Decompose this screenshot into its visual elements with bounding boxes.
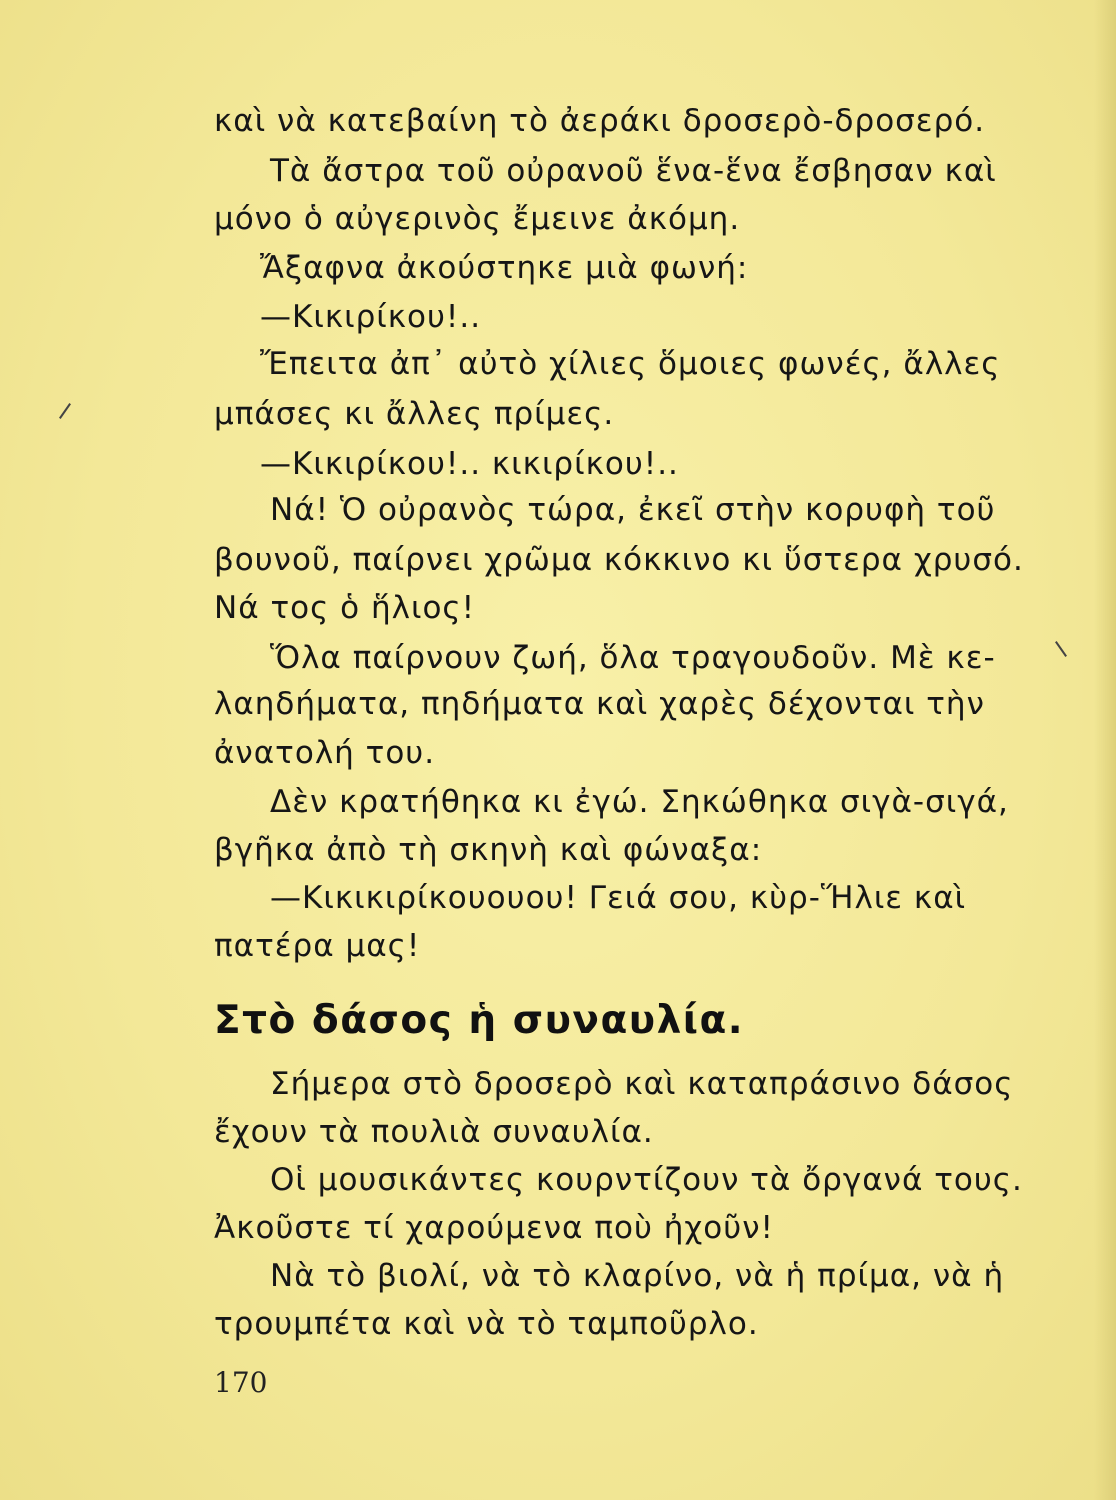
text-line: Τὰ ἄστρα τοῦ οὐρανοῦ ἕνα-ἕνα ἔσβησαν καὶ — [270, 153, 997, 189]
text-line: Δὲν κρατήθηκα κι ἐγώ. Σηκώθηκα σιγὰ-σιγά, — [270, 784, 1009, 820]
text-line: μπάσες κι ἄλλες πρίμες. — [214, 396, 615, 432]
text-line: Οἱ μουσικάντες κουρντίζουν τὰ ὄργανά τους. — [270, 1162, 1023, 1198]
text-line: μόνο ὁ αὐγερινὸς ἔμεινε ἀκόμη. — [214, 201, 741, 237]
text-line: ἔχουν τὰ πουλιὰ συναυλία. — [214, 1114, 654, 1150]
text-line: Νά! Ὁ οὐρανὸς τώρα, ἐκεῖ στὴν κορυφὴ τοῦ — [270, 492, 996, 528]
text-line: τρουμπέτα καὶ νὰ τὸ ταμποῦρλο. — [214, 1306, 759, 1342]
text-line: Ἔπειτα ἀπ᾽ αὐτὸ χίλιες ὅμοιες φωνές, ἄλλες — [260, 346, 1001, 382]
text-line: —Κικιρίκου!.. κικιρίκου!.. — [260, 446, 679, 482]
section-heading: Στὸ δάσος ἡ συναυλία. — [214, 998, 745, 1043]
text-line: Σήμερα στὸ δροσερὸ καὶ καταπράσινο δάσος — [270, 1066, 1014, 1102]
page-number: 170 — [214, 1366, 268, 1399]
text-line: λαηδήματα, πηδήματα καὶ χαρὲς δέχονται τὴν — [214, 686, 985, 722]
text-line: βγῆκα ἀπὸ τὴ σκηνὴ καὶ φώναξα: — [214, 832, 763, 868]
text-line: καὶ νὰ κατεβαίνη τὸ ἀεράκι δροσερὸ-δροσερό. — [214, 103, 986, 139]
text-line: Ὅλα παίρνουν ζωή, ὅλα τραγουδοῦν. Μὲ κε- — [270, 640, 996, 676]
text-line: πατέρα μας! — [214, 928, 421, 964]
text-line: Ἀκοῦστε τί χαρούμενα ποὺ ἠχοῦν! — [214, 1210, 774, 1246]
text-line: Ἄξαφνα ἀκούστηκε μιὰ φωνή: — [260, 250, 749, 286]
text-line: —Κικικιρίκουουου! Γειά σου, κὺρ-Ἥλιε καὶ — [270, 880, 967, 916]
text-line: ἀνατολή του. — [214, 735, 436, 771]
text-line: —Κικιρίκου!.. — [260, 299, 482, 335]
text-line: Νὰ τὸ βιολί, νὰ τὸ κλαρίνο, νὰ ἡ πρίμα, νὰ ἡ — [270, 1258, 1005, 1294]
text-line: Νά τος ὁ ἥλιος! — [214, 590, 476, 626]
text-line: βουνοῦ, παίρνει χρῶμα κόκκινο κι ὕστερα χρυσό. — [214, 542, 1024, 578]
